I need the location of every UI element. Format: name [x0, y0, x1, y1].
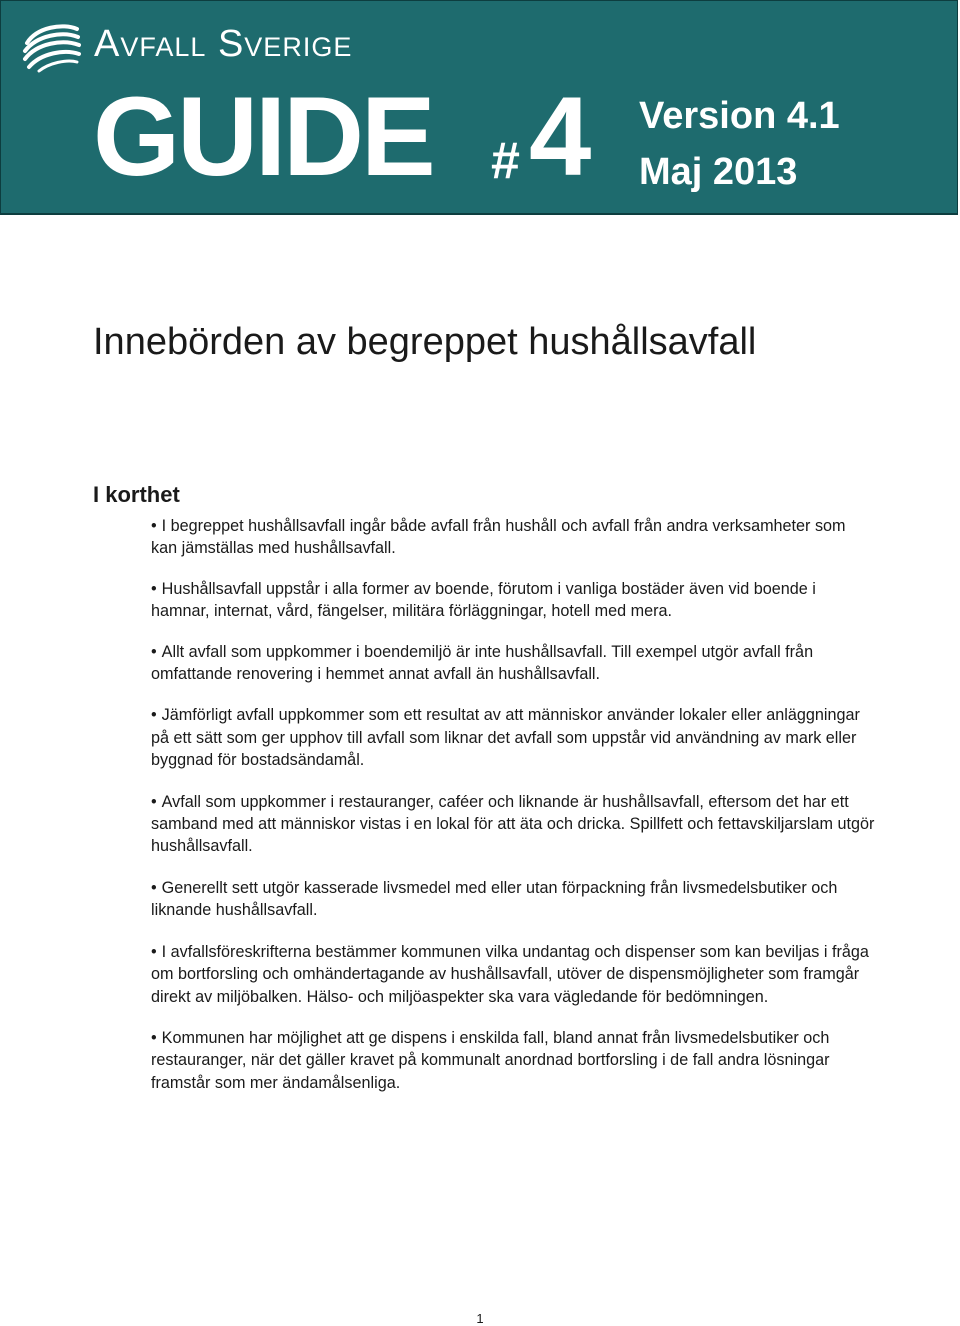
publication-date: Maj 2013: [639, 151, 798, 193]
list-item: • Generellt sett utgör kasserade livsmedel med eller utan förpackning från livsmedelsbutiker och liknande hushållsavfall.: [151, 877, 876, 922]
section-heading: I korthet: [93, 482, 180, 507]
page-number: 1: [476, 1311, 484, 1326]
version-label: Version 4.1: [639, 95, 840, 137]
list-item: • Jämförligt avfall uppkommer som ett resultat av att människor använder lokaler eller anläggningar på ett sätt som ger upphov till avfall som liknar det avfall som uppstår vid användning av mark eller byggnad för bostadsändamål.: [151, 704, 876, 771]
list-item: • I avfallsföreskrifterna bestämmer kommunen vilka undantag och dispenser som kan beviljas i fråga om bortforsling och omhändertagande av hushållsavfall, utöver de dispensmöjligheter som framgår direkt av miljöbalken. Hälso- och miljöaspekter ska vara vägledande för bedömningen.: [151, 941, 876, 1008]
list-item: • Hushållsavfall uppstår i alla former av boende, förutom i vanliga bostäder även vid boende i hamnar, internat, vård, fängelser, militära förläggningar, hotell med mera.: [151, 578, 876, 623]
guide-hash-symbol: #: [491, 132, 520, 190]
summary-bullet-list: [151, 515, 876, 1094]
guide-label: GUIDE: [93, 74, 433, 199]
list-item: • Avfall som uppkommer i restauranger, caféer och liknande är hushållsavfall, eftersom det har ett samband med att människor vistas i en lokal för att äta och dricka. Spillfett och fettavskiljarslam utgör hushållsavfall.: [151, 791, 876, 858]
guide-number: 4: [529, 74, 592, 199]
list-item: • Allt avfall som uppkommer i boendemiljö är inte hushållsavfall. Till exempel utgör avfall från omfattande renovering i hemmet annat avfall än hushållsavfall.: [151, 641, 876, 686]
brand-name: Avfall Sverige: [94, 23, 353, 65]
page-title: Innebörden av begreppet hushållsavfall: [93, 321, 757, 363]
guide-header-banner: [0, 0, 958, 215]
list-item: • I begreppet hushållsavfall ingår både avfall från hushåll och avfall från andra verksamheter som kan jämställas med hushållsavfall.: [151, 515, 876, 560]
avfall-sverige-logo-icon: [21, 21, 81, 73]
list-item: • Kommunen har möjlighet att ge dispens i enskilda fall, bland annat från livsmedelsbutiker och restauranger, när det gäller kravet på kommunalt anordnad bortforsling i de fall andra lösningar framstår som mer ändamålsenliga.: [151, 1027, 876, 1094]
